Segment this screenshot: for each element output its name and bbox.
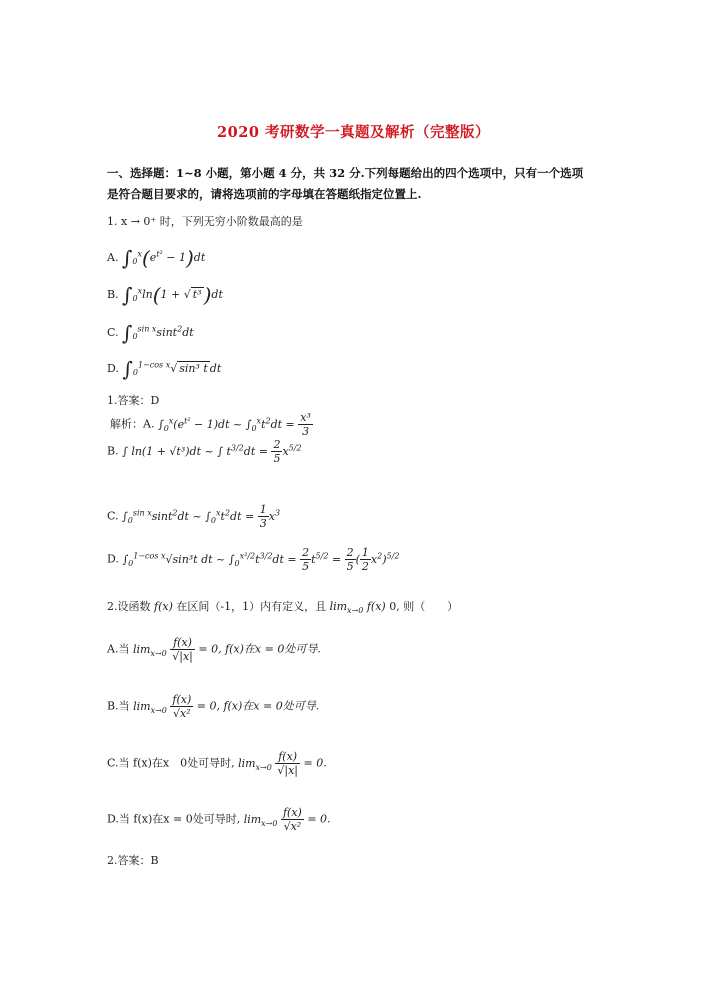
q2-stem-pre: 2.设函数 <box>107 600 151 613</box>
q1-analysis-c-formula: $\int_0^{sin x}\sin t^2dt$ ~ $\int_0^xt^2dt$ = $\frac{1}{3}$ $x^3$ <box>122 503 281 530</box>
q1-analysis-label: 解析：A. <box>110 417 155 431</box>
q1-option-b <box>107 283 223 307</box>
q1-a-formula: $\int_0^x(e^{t^2} - 1)dt$ <box>121 246 206 270</box>
q2-answer: 2.答案：B <box>107 854 159 867</box>
q1-analysis-c <box>107 503 280 530</box>
q1-answer: 1.答案：D <box>107 394 160 407</box>
q2-d-formula: $\lim_{x\to 0}$ $\frac{f(x)}{\text{√x²}}$ <box>243 806 302 833</box>
q2-a-pre: A.当 <box>107 642 130 656</box>
q1-option-a <box>107 246 205 270</box>
q1-b-label: B. <box>107 288 119 301</box>
q2-a-formula: $\lim_{x\to 0}$ $\frac{f(x)}{√|x|}$ <box>132 636 193 663</box>
q2-d-post: = 0. <box>307 812 331 826</box>
q1-c-label: C. <box>107 326 119 339</box>
q1-option-c <box>107 321 194 345</box>
q1-analysis-b-formula: ∫ ln(1 + √t³)dt ~ ∫ $t^{3/2}dt$ = $\frac{2}{5}$ $x^{5/2}$ <box>122 438 302 465</box>
q2-stem <box>107 598 458 615</box>
q1-analysis-b <box>107 438 302 465</box>
q2-option-a <box>107 636 321 663</box>
q1-d-formula: $\int_0^{1-cos x}√$ sin³ t dt <box>122 357 222 381</box>
q2-stem-mid: 在区间（-1，1）内有定义，且 <box>176 600 327 613</box>
q1-stem: 1. x → 0⁺ 时，下列无穷小阶数最高的是 <box>107 215 303 228</box>
page-title: 2020 考研数学一真题及解析（完整版） <box>217 124 490 141</box>
q1-analysis-c-label: C. <box>107 509 119 523</box>
q2-b-formula: $\lim_{x\to 0}$ $\frac{f(x)}{\text{√x²}}$ <box>133 693 192 720</box>
q1-d-label: D. <box>107 362 119 375</box>
q2-fx: f(x) <box>154 600 173 613</box>
q2-c-pre: C.当 f(x)在x 0处可导时, <box>107 756 235 770</box>
q1-analysis-a-formula: $\int_0^x(e^{t^2} - 1)dt$ ~ $\int_0^xt^2dt$ = $\frac{\text{x³}}{3}$ <box>157 411 311 438</box>
q2-d-pre: D.当 f(x)在x = 0处可导时, <box>107 812 241 826</box>
q2-c-formula: $\lim_{x\to 0}$ $\frac{f(x)}{√|x|}$ <box>238 750 298 777</box>
q2-stem-post: 0, 则（ ） <box>389 600 459 613</box>
q2-c-post: = 0. <box>303 756 327 770</box>
q2-b-pre: B.当 <box>107 699 130 713</box>
section-line-1: 一、选择题：1~8 小题，第小题 4 分，共 32 分.下列每题给出的四个选项中，只有一个选项 <box>107 166 584 180</box>
q2-a-post: = 0, f(x)在x = 0处可导. <box>198 642 321 656</box>
q1-option-d <box>107 357 221 381</box>
section-heading <box>107 163 607 205</box>
q2-lim: $\lim_{x\to 0} f(x)$ <box>329 600 386 616</box>
q1-analysis-d <box>107 546 399 573</box>
q1-analysis-d-label: D. <box>107 552 119 566</box>
section-line-2: 是符合题目要求的，请将选项前的字母填在答题纸指定位置上. <box>107 187 422 201</box>
q1-analysis-d-formula: $\int_0^{1-cos x}√\sin^3t$ dt ~ $\int_0^{x^2/2}t^{3/2}dt$ = $\frac{2}{5}$ $t^{5/2}$ = $\frac{2}{5}$ ( $\frac{1}{2}$ $x^2)^{5/2}$ <box>122 546 400 573</box>
q2-option-d <box>107 806 331 833</box>
q1-a-label: A. <box>107 251 119 264</box>
q1-b-formula: $\int_0^x\ln(1$ + √ t³ )dt <box>122 283 223 307</box>
q2-b-post: = 0, f(x)在x = 0处可导. <box>196 699 320 713</box>
q2-option-c <box>107 750 327 777</box>
q2-option-b <box>107 693 319 720</box>
q1-analysis-a <box>110 411 313 438</box>
q1-c-formula: $\int_0^{sin x}\sin t^2dt$ <box>122 321 194 345</box>
q1-analysis-b-label: B. <box>107 444 119 458</box>
